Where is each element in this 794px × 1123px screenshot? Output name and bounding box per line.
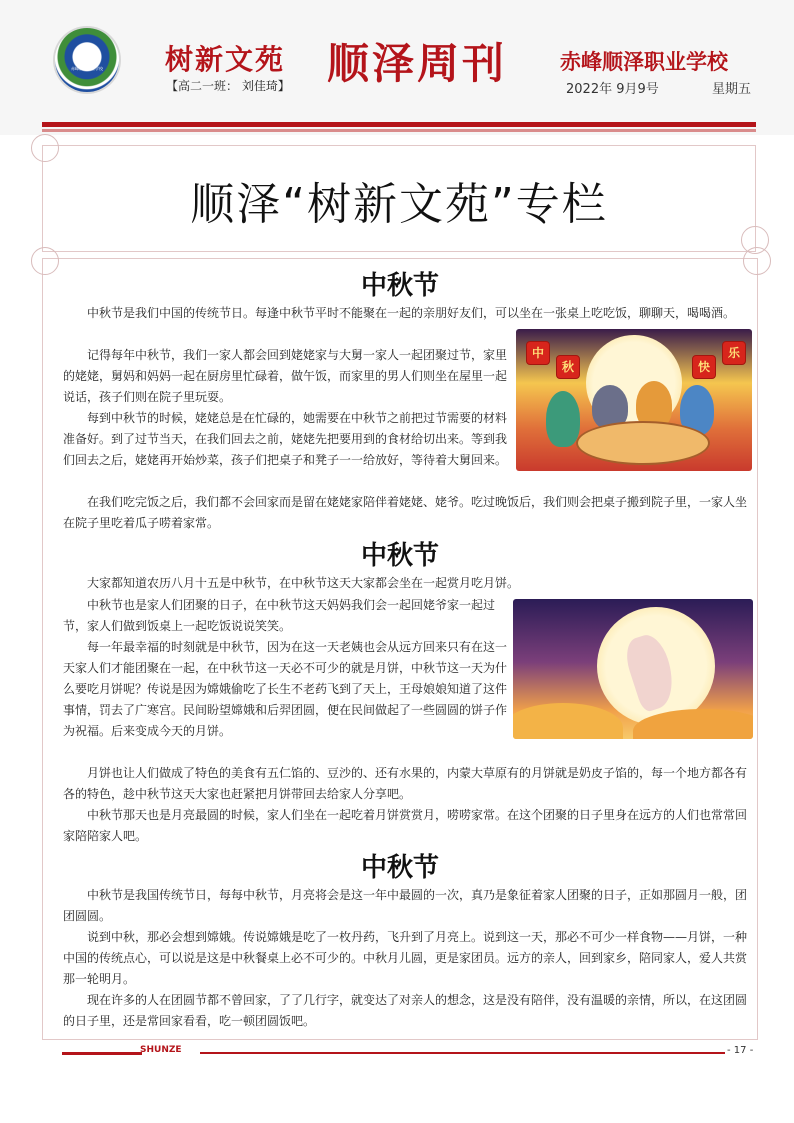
cloud-icon bbox=[513, 703, 623, 739]
article-body bbox=[42, 258, 758, 1040]
family-member bbox=[546, 391, 580, 447]
paragraph: 中秋节也是家人们团聚的日子，在中秋节这天妈妈我们会一起回姥爷家一起过节，家人们做到饭桌上一起吃饭说说笑笑。 bbox=[63, 598, 496, 633]
paragraph: 说到中秋，那必会想到嫦娥。传说嫦娥是吃了一枚丹药，飞升到了月亮上。说到这一天，那必不可少一样食物——月饼，一种中国的传统点心，可以说是这是中秋餐桌上必不可少的。中秋月儿圆，更是家团员。远方的亲人，回到家乡，陪同家人，爱人共赏那一轮明月。 bbox=[63, 930, 748, 986]
lantern-icon: 中 bbox=[526, 341, 550, 365]
header-rule-thin bbox=[42, 129, 756, 132]
school-logo bbox=[55, 28, 119, 92]
paragraph: 每一年最幸福的时刻就是中秋节，因为在这一天老姨也会从远方回来只有在这一天家人们才能团聚在一起，在中秋节这一天必不可少的就是月饼，中秋节这一天为什么要吃月饼呢？传说是因为嫦娥偷吃了长生不老药飞到了天上，王母娘娘知道了这件事情，罚去了广寒宫。民间盼望嫦娥和后羿团圆，便在民间做起了一些圆圆的饼子作为祝福。后来变成今天的月饼。 bbox=[63, 640, 508, 738]
section-heading: 中秋节 bbox=[360, 271, 439, 301]
author-line: 【高二一班： 刘佳琦】 bbox=[166, 79, 290, 93]
paragraph: 每到中秋节的时候，姥姥总是在忙碌的，她需要在中秋节之前把过节需要的材料准备好。到了过节当天，在我们回去之前，姥姥先把要用到的食材给切出来。等到我们回去之后，姥姥再开始炒菜，孩子们把桌子和凳子一一给放好，等待着大舅回来。 bbox=[63, 411, 508, 467]
lantern-icon: 乐 bbox=[722, 341, 746, 365]
header-rule-thick bbox=[42, 122, 756, 127]
paragraph: 中秋节是我们中国的传统节日。每逢中秋节平时不能聚在一起的亲朋好友们，可以坐在一张桌上吃吃饭，聊聊天，喝喝酒。 bbox=[87, 306, 736, 320]
footer-brand: SHUNZE bbox=[140, 1045, 182, 1055]
logo-text: 赤峰顺泽职业学校 bbox=[71, 66, 103, 71]
issue-weekday: 星期五 bbox=[712, 82, 752, 97]
footer-rule-right bbox=[200, 1052, 725, 1054]
masthead bbox=[0, 0, 794, 135]
footer-rule-left bbox=[62, 1052, 142, 1055]
corner-ornament-icon bbox=[31, 134, 59, 162]
school-name: 赤峰顺泽职业学校 bbox=[560, 50, 728, 74]
column-banner bbox=[42, 145, 756, 252]
lantern-icon: 快 bbox=[692, 355, 716, 379]
family-reunion-illustration bbox=[516, 329, 752, 471]
column-name: 树新文苑 bbox=[165, 43, 286, 76]
paragraph: 月饼也让人们做成了特色的美食有五仁馅的、豆沙的、还有水果的，内蒙大草原有的月饼就是奶皮子馅的，每一个地方都各有各的特色，趁中秋节这天大家也赶紧把月饼带回去给家人分享吧。 bbox=[63, 766, 748, 801]
page-number: - 17 - bbox=[727, 1045, 754, 1056]
paragraph: 中秋节是我国传统节日，每每中秋节，月亮将会是这一年中最圆的一次，真乃是象征着家人团聚的日子，正如那圆月一般，团团圆圆。 bbox=[63, 888, 748, 923]
dinner-table bbox=[576, 421, 710, 465]
paragraph: 大家都知道农历八月十五是中秋节，在中秋节这天大家都会坐在一起赏月吃月饼。 bbox=[87, 576, 520, 590]
issue-date: 2022年 9月9号 bbox=[566, 82, 659, 97]
section-heading: 中秋节 bbox=[360, 853, 439, 883]
paragraph: 记得每年中秋节，我们一家人都会回到姥姥家与大舅一家人一起团聚过节，家里的姥姥，舅妈和妈妈一起在厨房里忙碌着，做午饭，而家里的男人们则坐在屋里一起说话，孩子们则在院子里玩耍。 bbox=[63, 348, 508, 404]
lantern-icon: 秋 bbox=[556, 355, 580, 379]
paragraph: 现在许多的人在团圆节都不曾回家，了了几行字，就变达了对亲人的想念，这是没有陪伴，没有温暖的亲情，所以，在这团圆的日子里，还是常回家看看，吃一顿团圆饭吧。 bbox=[63, 993, 748, 1028]
magazine-title: 顺泽周刊 bbox=[327, 39, 508, 88]
section-heading: 中秋节 bbox=[360, 541, 439, 571]
banner-title: 顺泽“树新文苑”专栏 bbox=[190, 179, 608, 230]
paragraph: 中秋节那天也是月亮最圆的时候，家人们坐在一起吃着月饼赏赏月，唠唠家常。在这个团聚的日子里身在远方的人们也常常回家陪陪家人吧。 bbox=[63, 808, 748, 843]
change-e-illustration bbox=[513, 599, 753, 739]
paragraph: 在我们吃完饭之后，我们都不会回家而是留在姥姥家陪伴着姥姥、姥爷。吃过晚饭后，我们则会把桌子搬到院子里，一家人坐在院子里吃着瓜子唠着家常。 bbox=[63, 495, 748, 530]
